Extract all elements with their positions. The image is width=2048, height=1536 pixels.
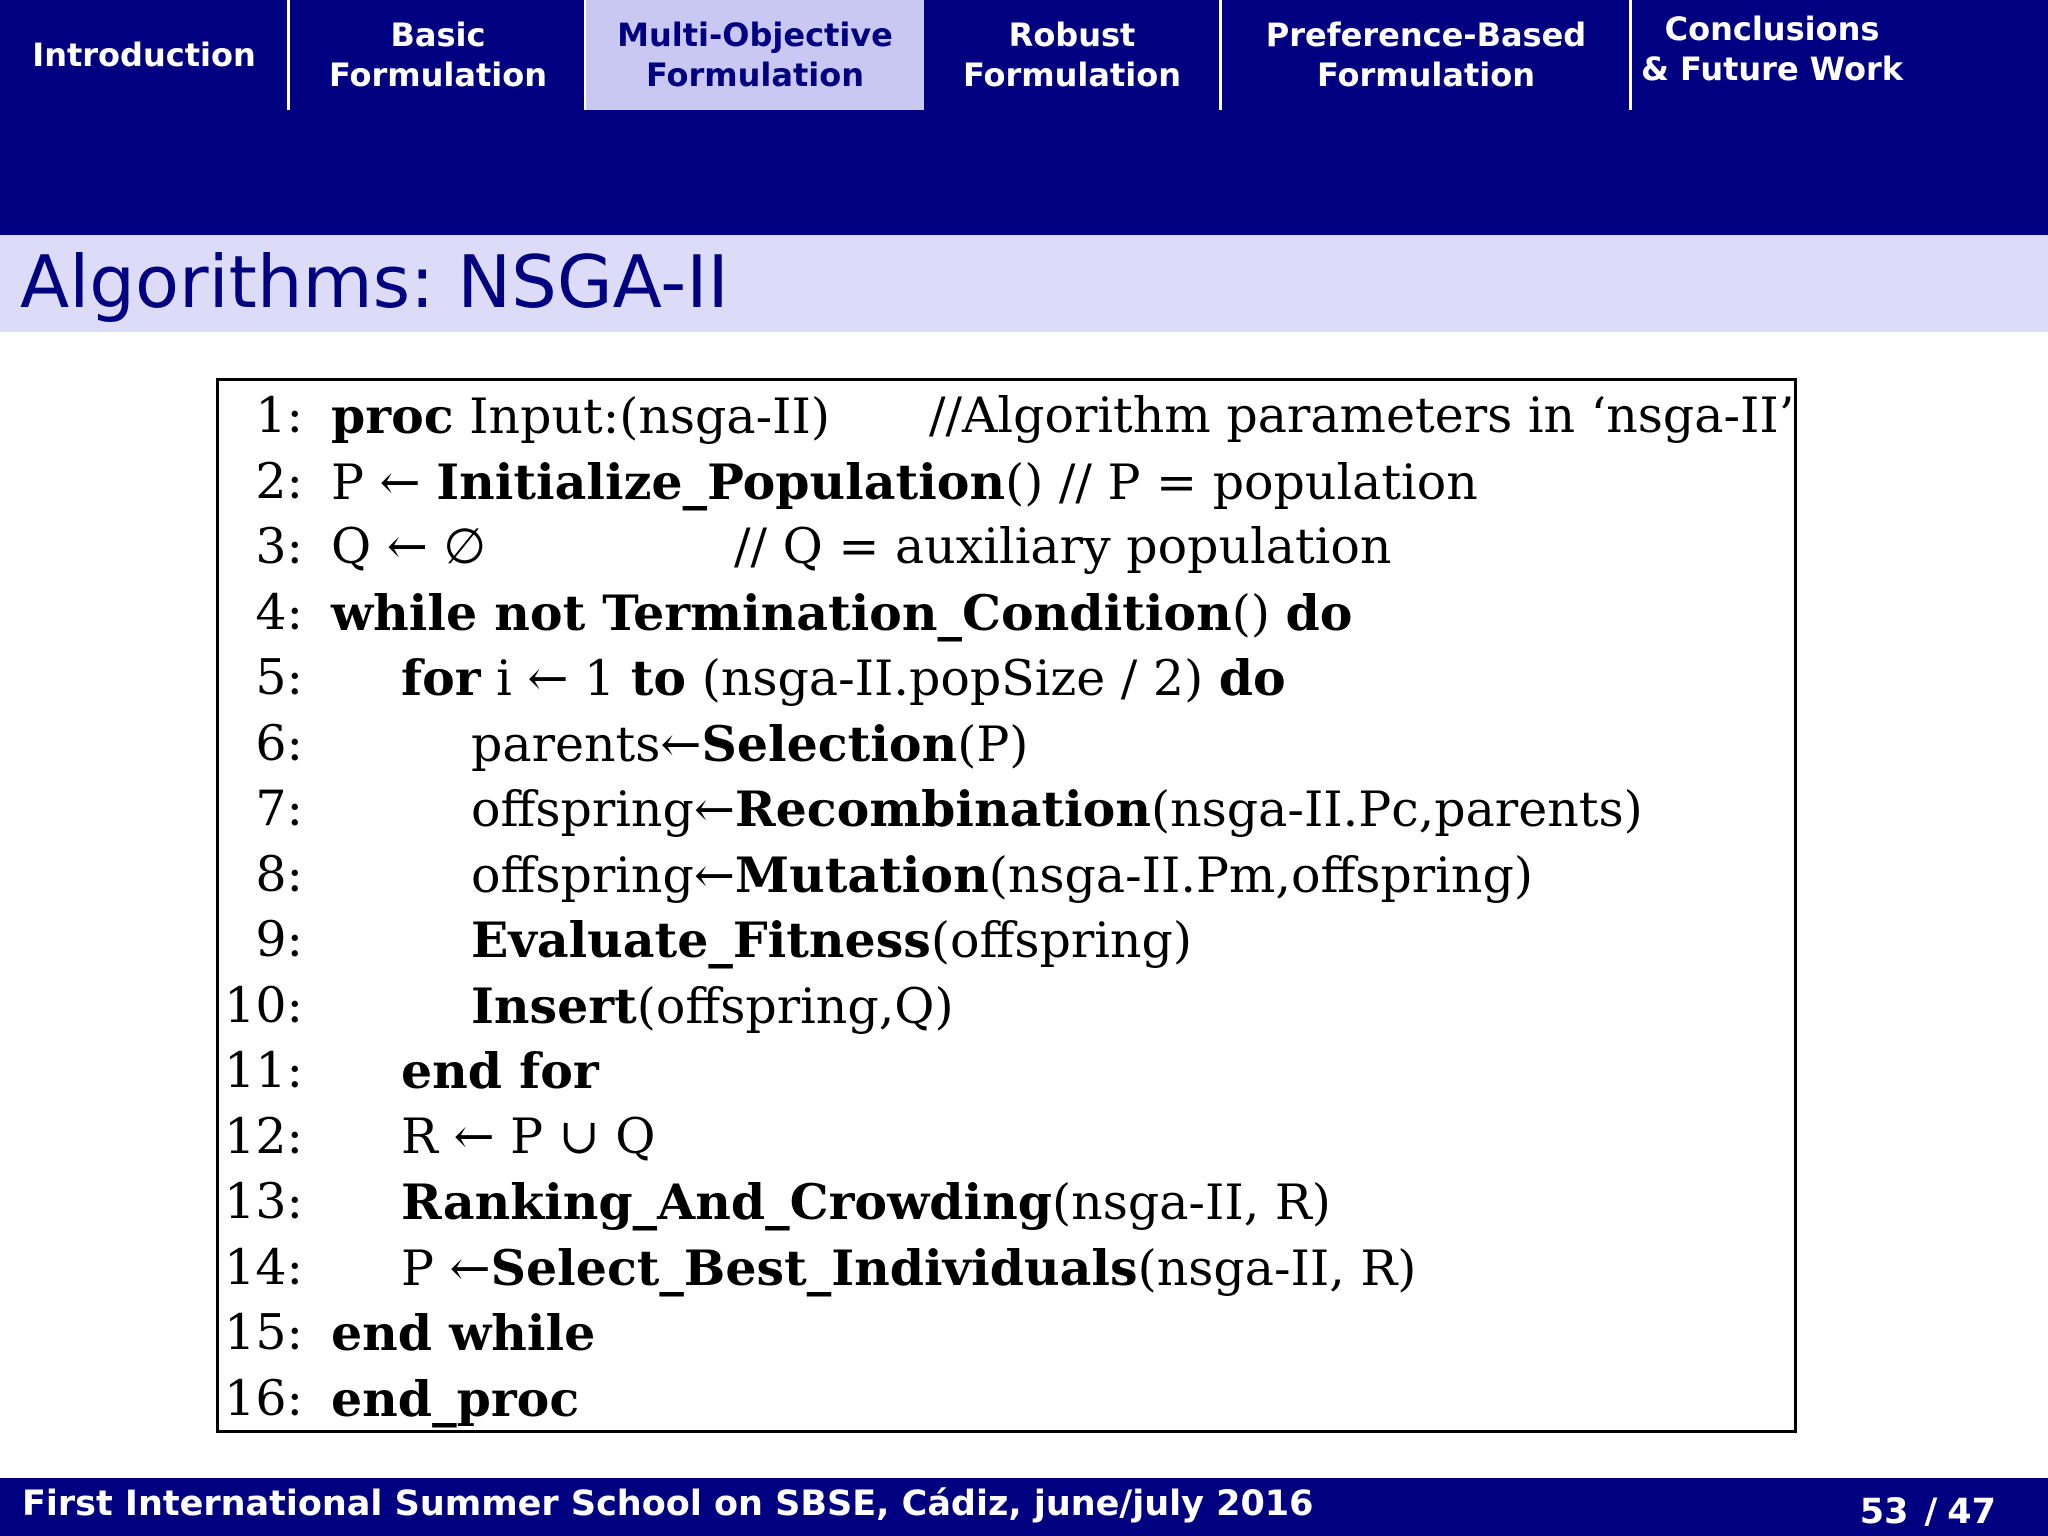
keyword: do — [1285, 583, 1353, 642]
keyword: for — [401, 649, 481, 707]
code-statement — [401, 645, 1286, 712]
algorithm-line — [219, 711, 1794, 777]
line-number: 12: — [224, 1107, 303, 1165]
code-text: (offspring) — [930, 912, 1192, 969]
keyword: to — [630, 649, 687, 707]
algorithm-box — [216, 378, 1797, 1433]
keyword: Insert — [471, 976, 637, 1035]
code-statement — [331, 580, 1353, 647]
code-text: P ← — [331, 453, 437, 511]
nav-tab-label: Formulation — [328, 56, 548, 94]
line-number: 16: — [224, 1369, 303, 1427]
nav-tab-label: Multi-Objective — [617, 16, 893, 54]
line-number: 15: — [224, 1304, 303, 1361]
line-number: 11: — [224, 1042, 303, 1099]
page-total: 47 — [1947, 1492, 1996, 1532]
line-number: 7: — [255, 780, 303, 837]
line-number: 14: — [224, 1238, 303, 1296]
page-counter — [1860, 1490, 1996, 1534]
keyword: end while — [331, 1304, 596, 1362]
line-number: 3: — [255, 518, 303, 575]
keyword: end for — [401, 1042, 599, 1100]
keyword: end_proc — [331, 1369, 580, 1428]
code-text: () // P = population — [1005, 453, 1478, 511]
keyword: do — [1218, 649, 1286, 707]
algorithm-line — [219, 842, 1794, 908]
slide-title: Algorithms: NSGA-II — [20, 240, 729, 324]
code-text: (nsga-II.Pm,offspring) — [988, 846, 1533, 904]
line-number: 2: — [255, 452, 303, 510]
page-separator: / — [1924, 1492, 1938, 1532]
nav-tab-label: Formulation — [962, 56, 1182, 94]
code-statement — [331, 1300, 595, 1367]
code-text: (P) — [957, 715, 1029, 773]
line-number: 5: — [255, 649, 303, 706]
algorithm-line — [219, 1169, 1794, 1235]
nav-tab-label: Basic — [390, 16, 486, 54]
code-statement — [401, 1169, 1331, 1236]
code-statement — [331, 449, 1478, 516]
keyword: Recombination — [734, 780, 1151, 838]
keyword: Mutation — [734, 845, 989, 904]
line-number: 9: — [255, 911, 303, 968]
code-statement — [401, 1104, 655, 1170]
algorithm-line — [219, 1104, 1794, 1170]
algorithm-line — [219, 645, 1794, 711]
nav-tab-label: Formulation — [1316, 56, 1536, 94]
nav-tab-label: Conclusions — [1664, 10, 1880, 48]
keyword: Initialize_Population — [436, 452, 1006, 511]
line-number: 6: — [255, 714, 303, 772]
algorithm-line — [219, 973, 1794, 1039]
nav-tab-conclusions-future-work[interactable] — [1632, 0, 1912, 104]
code-statement — [401, 1038, 599, 1105]
code-statement — [471, 711, 1028, 778]
code-text: (nsga-II, R) — [1052, 1174, 1331, 1231]
code-text: i ← 1 — [480, 650, 631, 707]
algorithm-line — [219, 907, 1794, 973]
algorithm-line — [219, 580, 1794, 646]
nav-tab-label: Formulation — [645, 56, 865, 94]
code-text: () — [1231, 584, 1286, 642]
algorithm-line — [219, 514, 1794, 580]
code-text: (nsga-II.popSize / 2) — [686, 650, 1219, 707]
code-text: Q ← ∅ — [331, 518, 487, 575]
code-text: Input:(nsga-II) — [453, 388, 831, 445]
code-comment: //Algorithm parameters in ‘nsga-II’ — [929, 387, 1795, 444]
keyword: proc — [331, 387, 454, 445]
code-statement — [471, 842, 1533, 909]
line-number: 10: — [224, 976, 303, 1034]
code-statement — [331, 514, 486, 580]
nav-tab-label: Introduction — [32, 36, 256, 74]
nav-tab-preference-based-formulation[interactable] — [1222, 0, 1630, 110]
keyword: Select_Best_Individuals — [490, 1238, 1138, 1297]
line-number: 8: — [255, 845, 303, 903]
code-statement — [471, 776, 1643, 843]
nav-tab-label: & Future Work — [1641, 50, 1903, 88]
code-statement — [471, 973, 954, 1040]
code-text: R ← P ∪ Q — [401, 1107, 656, 1165]
algorithm-line — [219, 1038, 1794, 1104]
keyword: Evaluate_Fitness — [471, 911, 931, 969]
nav-tab-robust-formulation[interactable] — [924, 0, 1220, 110]
navigation-bar — [0, 0, 2048, 235]
algorithm-line — [219, 449, 1794, 515]
line-number: 13: — [224, 1173, 303, 1230]
nav-tab-multi-objective-formulation[interactable] — [586, 0, 924, 110]
code-text: P ← — [401, 1239, 491, 1297]
code-statement — [471, 907, 1192, 974]
algorithm-line — [219, 383, 1794, 449]
line-number: 4: — [255, 583, 303, 641]
algorithm-line — [219, 1235, 1794, 1301]
code-comment: // Q = auxiliary population — [734, 518, 1392, 575]
line-number: 1: — [255, 387, 303, 444]
code-text: (nsga-II.Pc,parents) — [1150, 781, 1643, 838]
code-text: offspring← — [471, 846, 735, 904]
keyword: Ranking_And_Crowding — [401, 1173, 1053, 1231]
footer-text: First International Summer School on SBSE, Cádiz, june/july 2016 — [22, 1484, 1314, 1524]
code-text: offspring← — [471, 781, 735, 838]
algorithm-line — [219, 1366, 1794, 1432]
nav-tab-basic-formulation[interactable] — [290, 0, 586, 110]
code-text: (offspring,Q) — [636, 977, 954, 1035]
page-current: 53 — [1859, 1492, 1909, 1532]
keyword: Selection — [701, 714, 958, 773]
code-statement — [401, 1235, 1416, 1302]
algorithm-line — [219, 776, 1794, 842]
nav-tab-introduction[interactable] — [0, 0, 288, 110]
keyword: while not Termination_Condition — [331, 583, 1232, 642]
code-text: (nsga-II, R) — [1137, 1239, 1417, 1297]
code-text: parents← — [471, 715, 702, 773]
code-statement — [331, 383, 830, 450]
algorithm-line — [219, 1300, 1794, 1366]
nav-tab-label: Preference-Based — [1265, 16, 1587, 54]
code-statement — [331, 1366, 579, 1433]
nav-tab-label: Robust — [1008, 16, 1136, 54]
